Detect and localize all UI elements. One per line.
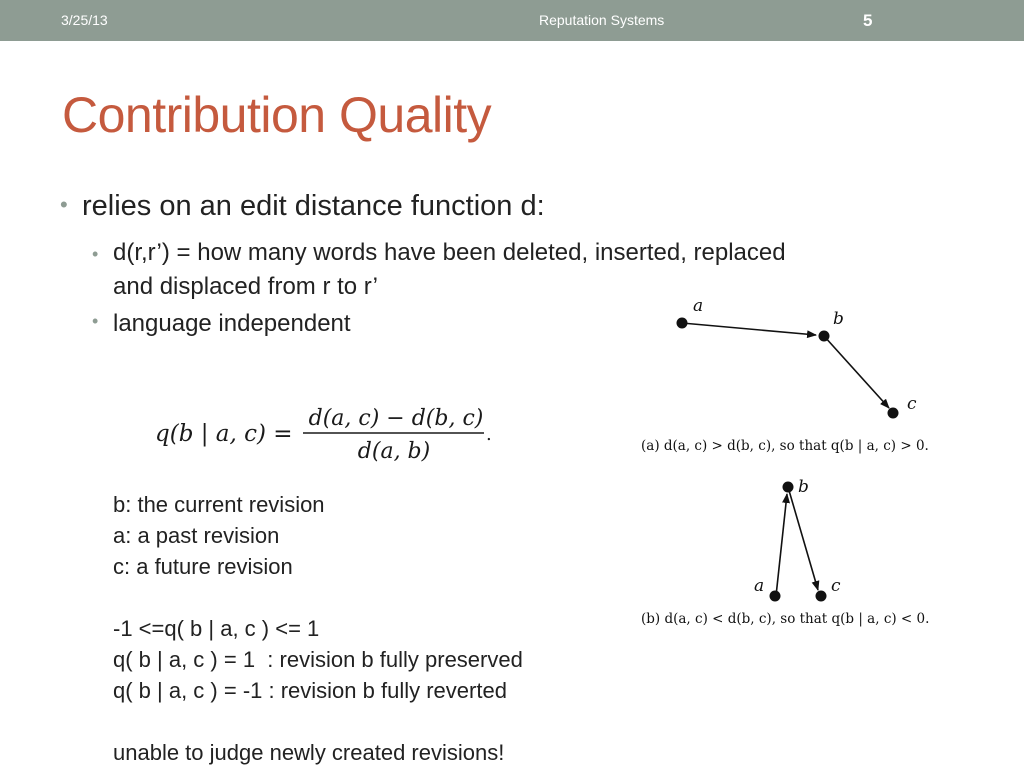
label-a: a (754, 576, 765, 596)
bullet-dot-icon: • (92, 311, 99, 331)
formula-lhs: q(b | a, c) = (155, 421, 293, 447)
formula-numerator: d(a, c) − d(b, c) (308, 406, 484, 431)
slide-title: Contribution Quality (62, 87, 492, 143)
edge-a-to-b (776, 494, 787, 596)
bullet-sub1-line2: and displaced from r to r’ (113, 273, 379, 300)
label-c: c (907, 394, 917, 414)
label-b: b (833, 309, 844, 329)
edge-a-to-b (682, 323, 816, 335)
body-line: b: the current revision (113, 492, 325, 517)
slide-date: 3/25/13 (61, 12, 108, 28)
slide-header-bar (0, 0, 1024, 41)
body-line: q( b | a, c ) = 1 : revision b fully preserved (113, 647, 523, 672)
bullet-sub2-text: language independent (113, 310, 351, 337)
node-c (816, 591, 827, 602)
diagram-a-caption: (a) d(a, c) > d(b, c), so that q(b | a, c) > 0. (641, 438, 929, 454)
formula-period: . (486, 424, 492, 445)
node-a (677, 318, 688, 329)
body-line: unable to judge newly created revisions! (113, 740, 505, 765)
diagram-b-caption: (b) d(a, c) < d(b, c), so that q(b | a, c) < 0. (641, 611, 930, 627)
label-c: c (831, 576, 841, 596)
bullet-sub1-line1: d(r,r’) = how many words have been deleted, inserted, replaced (113, 239, 786, 266)
diagram-b (630, 470, 980, 635)
body-line: c: a future revision (113, 554, 293, 579)
label-a: a (693, 296, 704, 316)
edge-b-to-c (788, 487, 818, 590)
edge-b-to-c (824, 336, 889, 408)
bullet-dot-icon: • (92, 244, 99, 264)
diagram-a (630, 290, 980, 462)
node-b (783, 482, 794, 493)
body-line: -1 <=q( b | a, c ) <= 1 (113, 616, 320, 641)
bullet-dot-icon: • (60, 192, 68, 217)
body-line (113, 706, 523, 737)
formula-denominator: d(a, b) (357, 439, 431, 464)
label-b: b (798, 477, 809, 497)
body-line: q( b | a, c ) = -1 : revision b fully reverted (113, 678, 507, 703)
body-line: a: a past revision (113, 523, 280, 548)
bullet-main-text: relies on an edit distance function d: (82, 190, 545, 222)
body-line (113, 582, 523, 613)
definitions-block (113, 489, 523, 768)
node-b (819, 331, 830, 342)
quality-formula (150, 398, 510, 468)
presentation-title: Reputation Systems (539, 12, 665, 28)
node-c (888, 408, 899, 419)
slide-number: 5 (863, 11, 873, 30)
node-a (770, 591, 781, 602)
